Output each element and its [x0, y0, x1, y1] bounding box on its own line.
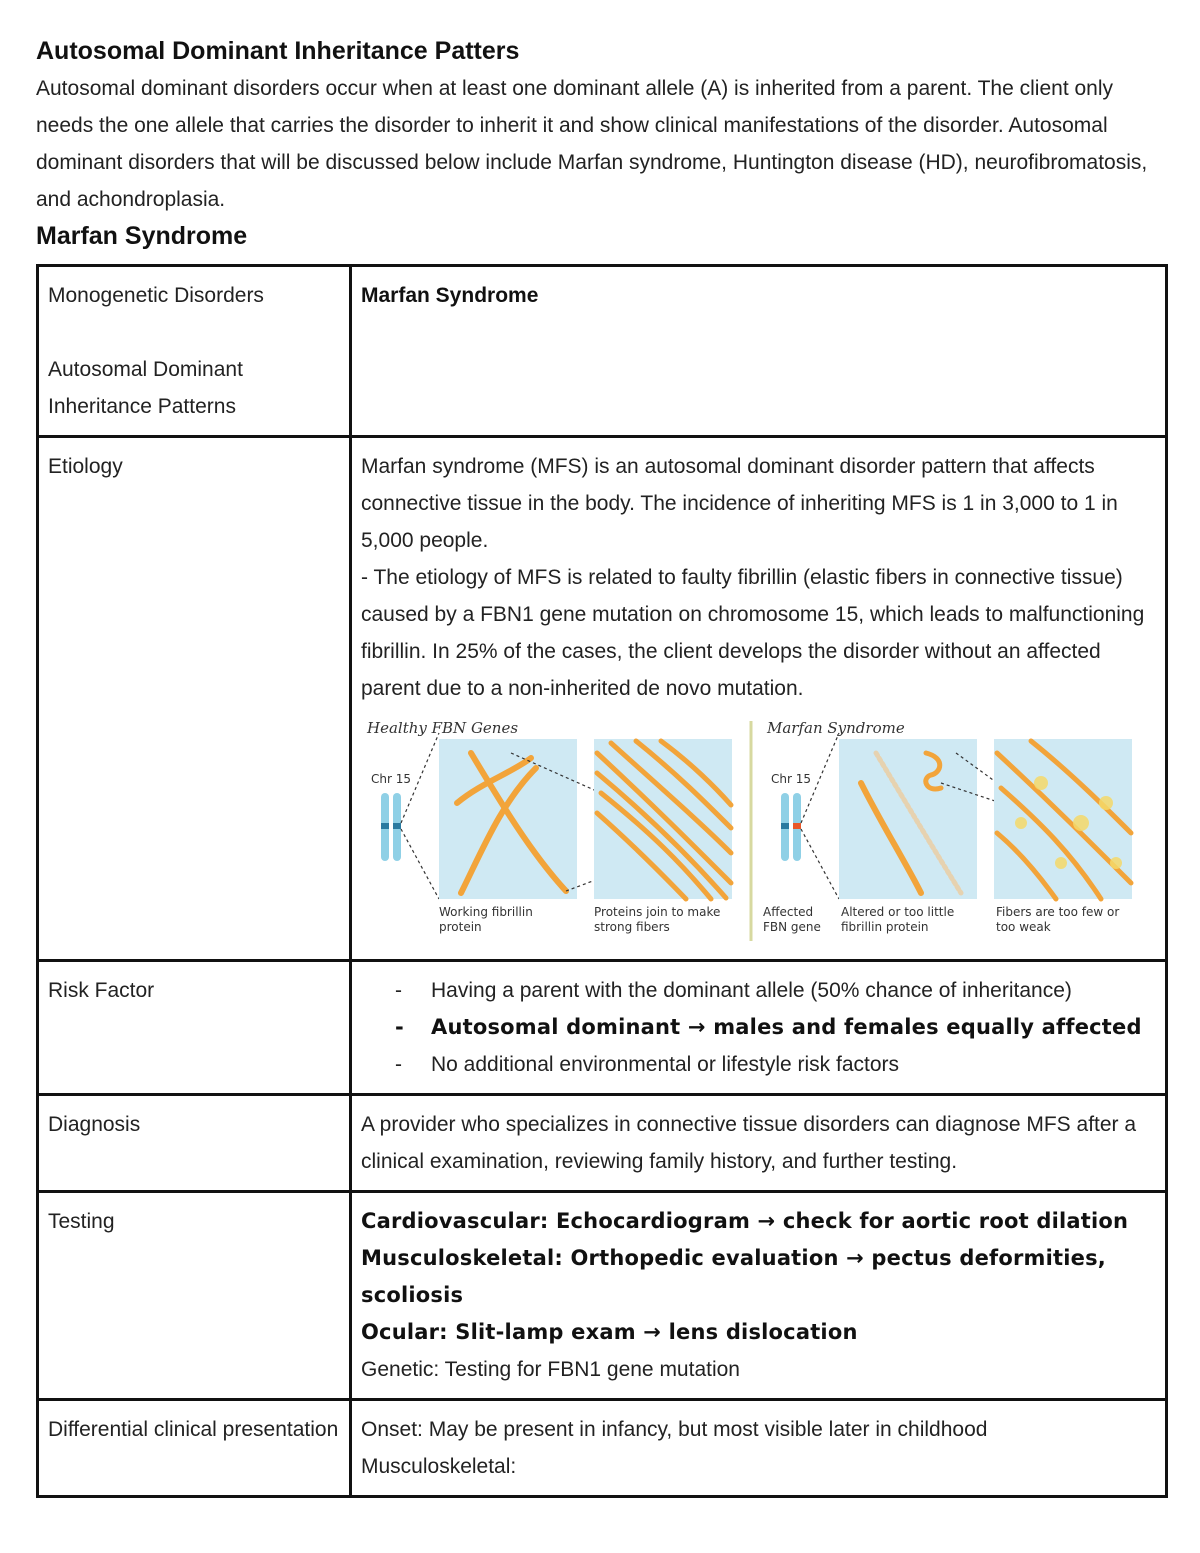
svg-text:protein: protein — [439, 920, 482, 934]
risk-factor-content — [351, 961, 1167, 1095]
caption-affected-gene: Affected — [763, 905, 814, 919]
svg-text:FBN gene: FBN gene — [763, 920, 821, 934]
marfan-table — [36, 264, 1168, 1498]
etiology-para1: Marfan syndrome (MFS) is an autosomal dominant disorder pattern that affects connective tissue in the body. The incidence of inheriting MFS is 1 in 3,000 to 1 in 5,000 people. — [361, 455, 1118, 552]
etiology-para2: - The etiology of MFS is related to faulty fibrillin (elastic fibers in connective tissue) caused by a FBN1 gene mutation on chromosome 15, which leads to malfunctioning fibrillin. In 25% of the cases, the client develops the disorder without an affected parent due to a non-inherited de novo mutation. — [361, 566, 1145, 700]
fibrillin-panel — [439, 739, 577, 899]
page-heading: Autosomal Dominant Inheritance Patters — [36, 37, 520, 65]
differential-content — [351, 1400, 1167, 1497]
chr-label-right: Chr 15 — [771, 772, 812, 786]
chromosome-left-icon — [381, 793, 401, 861]
row-label-line2: Autosomal Dominant Inheritance Patterns — [48, 358, 243, 418]
etiology-content — [351, 437, 1167, 961]
svg-text:too weak: too weak — [996, 920, 1051, 934]
svg-text:fibrillin protein: fibrillin protein — [841, 920, 929, 934]
testing-label: Testing — [38, 1192, 351, 1400]
list-item: - Having a parent with the dominant allele (50% chance of inheritance) — [395, 972, 1156, 1009]
altered-fibrillin-panel — [839, 739, 977, 899]
list-item: - No additional environmental or lifestyle risk factors — [395, 1046, 1156, 1083]
section-title: Marfan Syndrome — [36, 222, 248, 250]
risk-factor-label: Risk Factor — [38, 961, 351, 1095]
chr-label-left: Chr 15 — [371, 772, 412, 786]
etiology-label: Etiology — [38, 437, 351, 961]
disorder-name: Marfan Syndrome — [361, 284, 539, 307]
caption-altered-fibrillin: Altered or too little — [841, 905, 955, 919]
table-row — [38, 1192, 1167, 1400]
testing-content — [351, 1192, 1167, 1400]
svg-text:strong fibers: strong fibers — [594, 920, 670, 934]
table-row — [38, 961, 1167, 1095]
table-row — [38, 437, 1167, 961]
differential-label: Differential clinical presentation — [38, 1400, 351, 1497]
affected-chromosome-icon — [781, 793, 801, 861]
caption-strong-fibers: Proteins join to make — [594, 905, 721, 919]
testing-ocular: Ocular: Slit-lamp exam → lens dislocation — [361, 1320, 858, 1344]
table-row — [38, 1400, 1167, 1497]
row-value — [351, 266, 1167, 437]
differential-onset: Onset: May be present in infancy, but most visible later in childhood — [361, 1418, 988, 1441]
fbn-gene-figure — [361, 713, 1151, 949]
table-row — [38, 266, 1167, 437]
diagnosis-content: A provider who specializes in connective tissue disorders can diagnose MFS after a clinical examination, reviewing family history, and further testing. — [351, 1095, 1167, 1192]
row-label — [38, 266, 351, 437]
testing-genetic: Genetic: Testing for FBN1 gene mutation — [361, 1358, 740, 1381]
row-label-line1: Monogenetic Disorders — [48, 284, 264, 307]
document-page — [36, 34, 1168, 1498]
healthy-title: Healthy FBN Genes — [367, 719, 519, 737]
intro-paragraph: Autosomal dominant disorders occur when at least one dominant allele (A) is inherited from a parent. The client only needs the one allele that carries the disorder to inherit it and show clinical manifestations of the disorder. Autosomal dominant disorders that will be discussed below include Marfan syndrome, Huntington disease (HD), neurofibromatosis, and achondroplasia. — [36, 77, 1148, 211]
testing-cardiovascular: Cardiovascular: Echocardiogram → check for aortic root dilation — [361, 1209, 1129, 1233]
caption-working-fibrillin: Working fibrillin — [439, 905, 533, 919]
differential-musculoskeletal: Musculoskeletal: — [361, 1455, 517, 1478]
diagnosis-label: Diagnosis — [38, 1095, 351, 1192]
testing-musculoskeletal: Musculoskeletal: Orthopedic evaluation → pectus deformities, scoliosis — [361, 1246, 1106, 1307]
marfan-title: Marfan Syndrome — [767, 719, 905, 737]
table-row — [38, 1095, 1167, 1192]
list-item: - Autosomal dominant → males and females equally affected — [395, 1009, 1156, 1046]
risk-factor-list — [361, 972, 1156, 1083]
caption-weak-fibers: Fibers are too few or — [996, 905, 1120, 919]
